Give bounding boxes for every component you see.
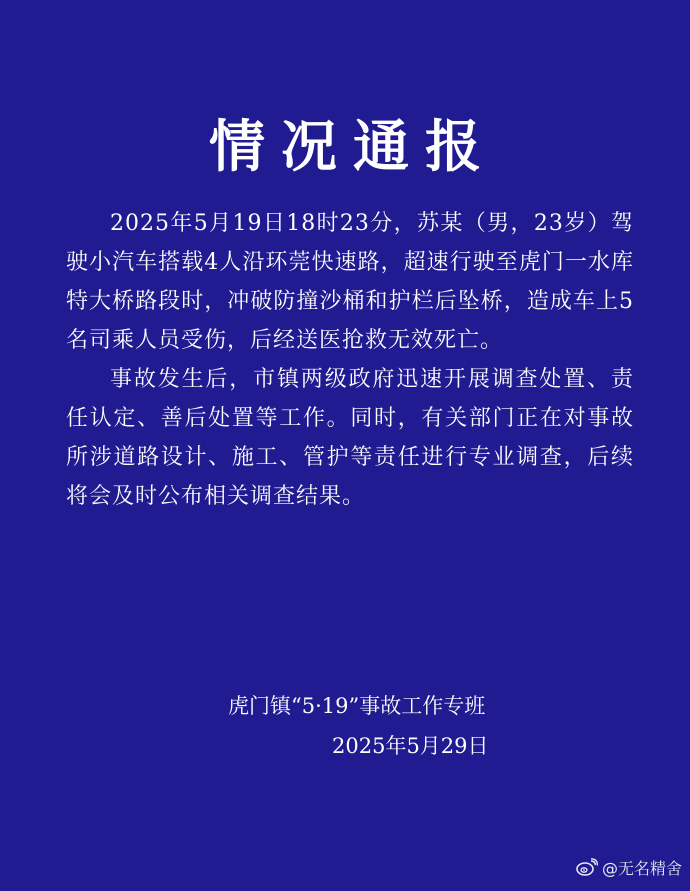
paragraph-incident: 2025年5月19日18时23分，苏某（男，23岁）驾驶小汽车搭载4人沿环莞快速路，超速行驶至虎门一水库特大桥路段时，冲破防撞沙桶和护栏后坠桥，造成车上5名司乘人员受伤，后经送医抢救无效死亡。 <box>66 211 634 353</box>
watermark-text: @无名精舍 <box>601 858 682 878</box>
weibo-icon <box>576 858 598 876</box>
notice-body <box>66 204 634 516</box>
watermark <box>576 855 682 879</box>
notice-title: 情况通报 <box>209 115 497 180</box>
signature-block <box>228 686 588 766</box>
signature-organization: 虎门镇“5·19”事故工作专班 <box>228 694 486 718</box>
signature-date: 2025年5月29日 <box>332 734 489 758</box>
paragraph-response: 事故发生后，市镇两级政府迅速开展调查处置、责任认定、善后处置等工作。同时，有关部门正在对事故所涉道路设计、施工、管护等责任进行专业调查，后续将会及时公布相关调查结果。 <box>66 367 634 509</box>
